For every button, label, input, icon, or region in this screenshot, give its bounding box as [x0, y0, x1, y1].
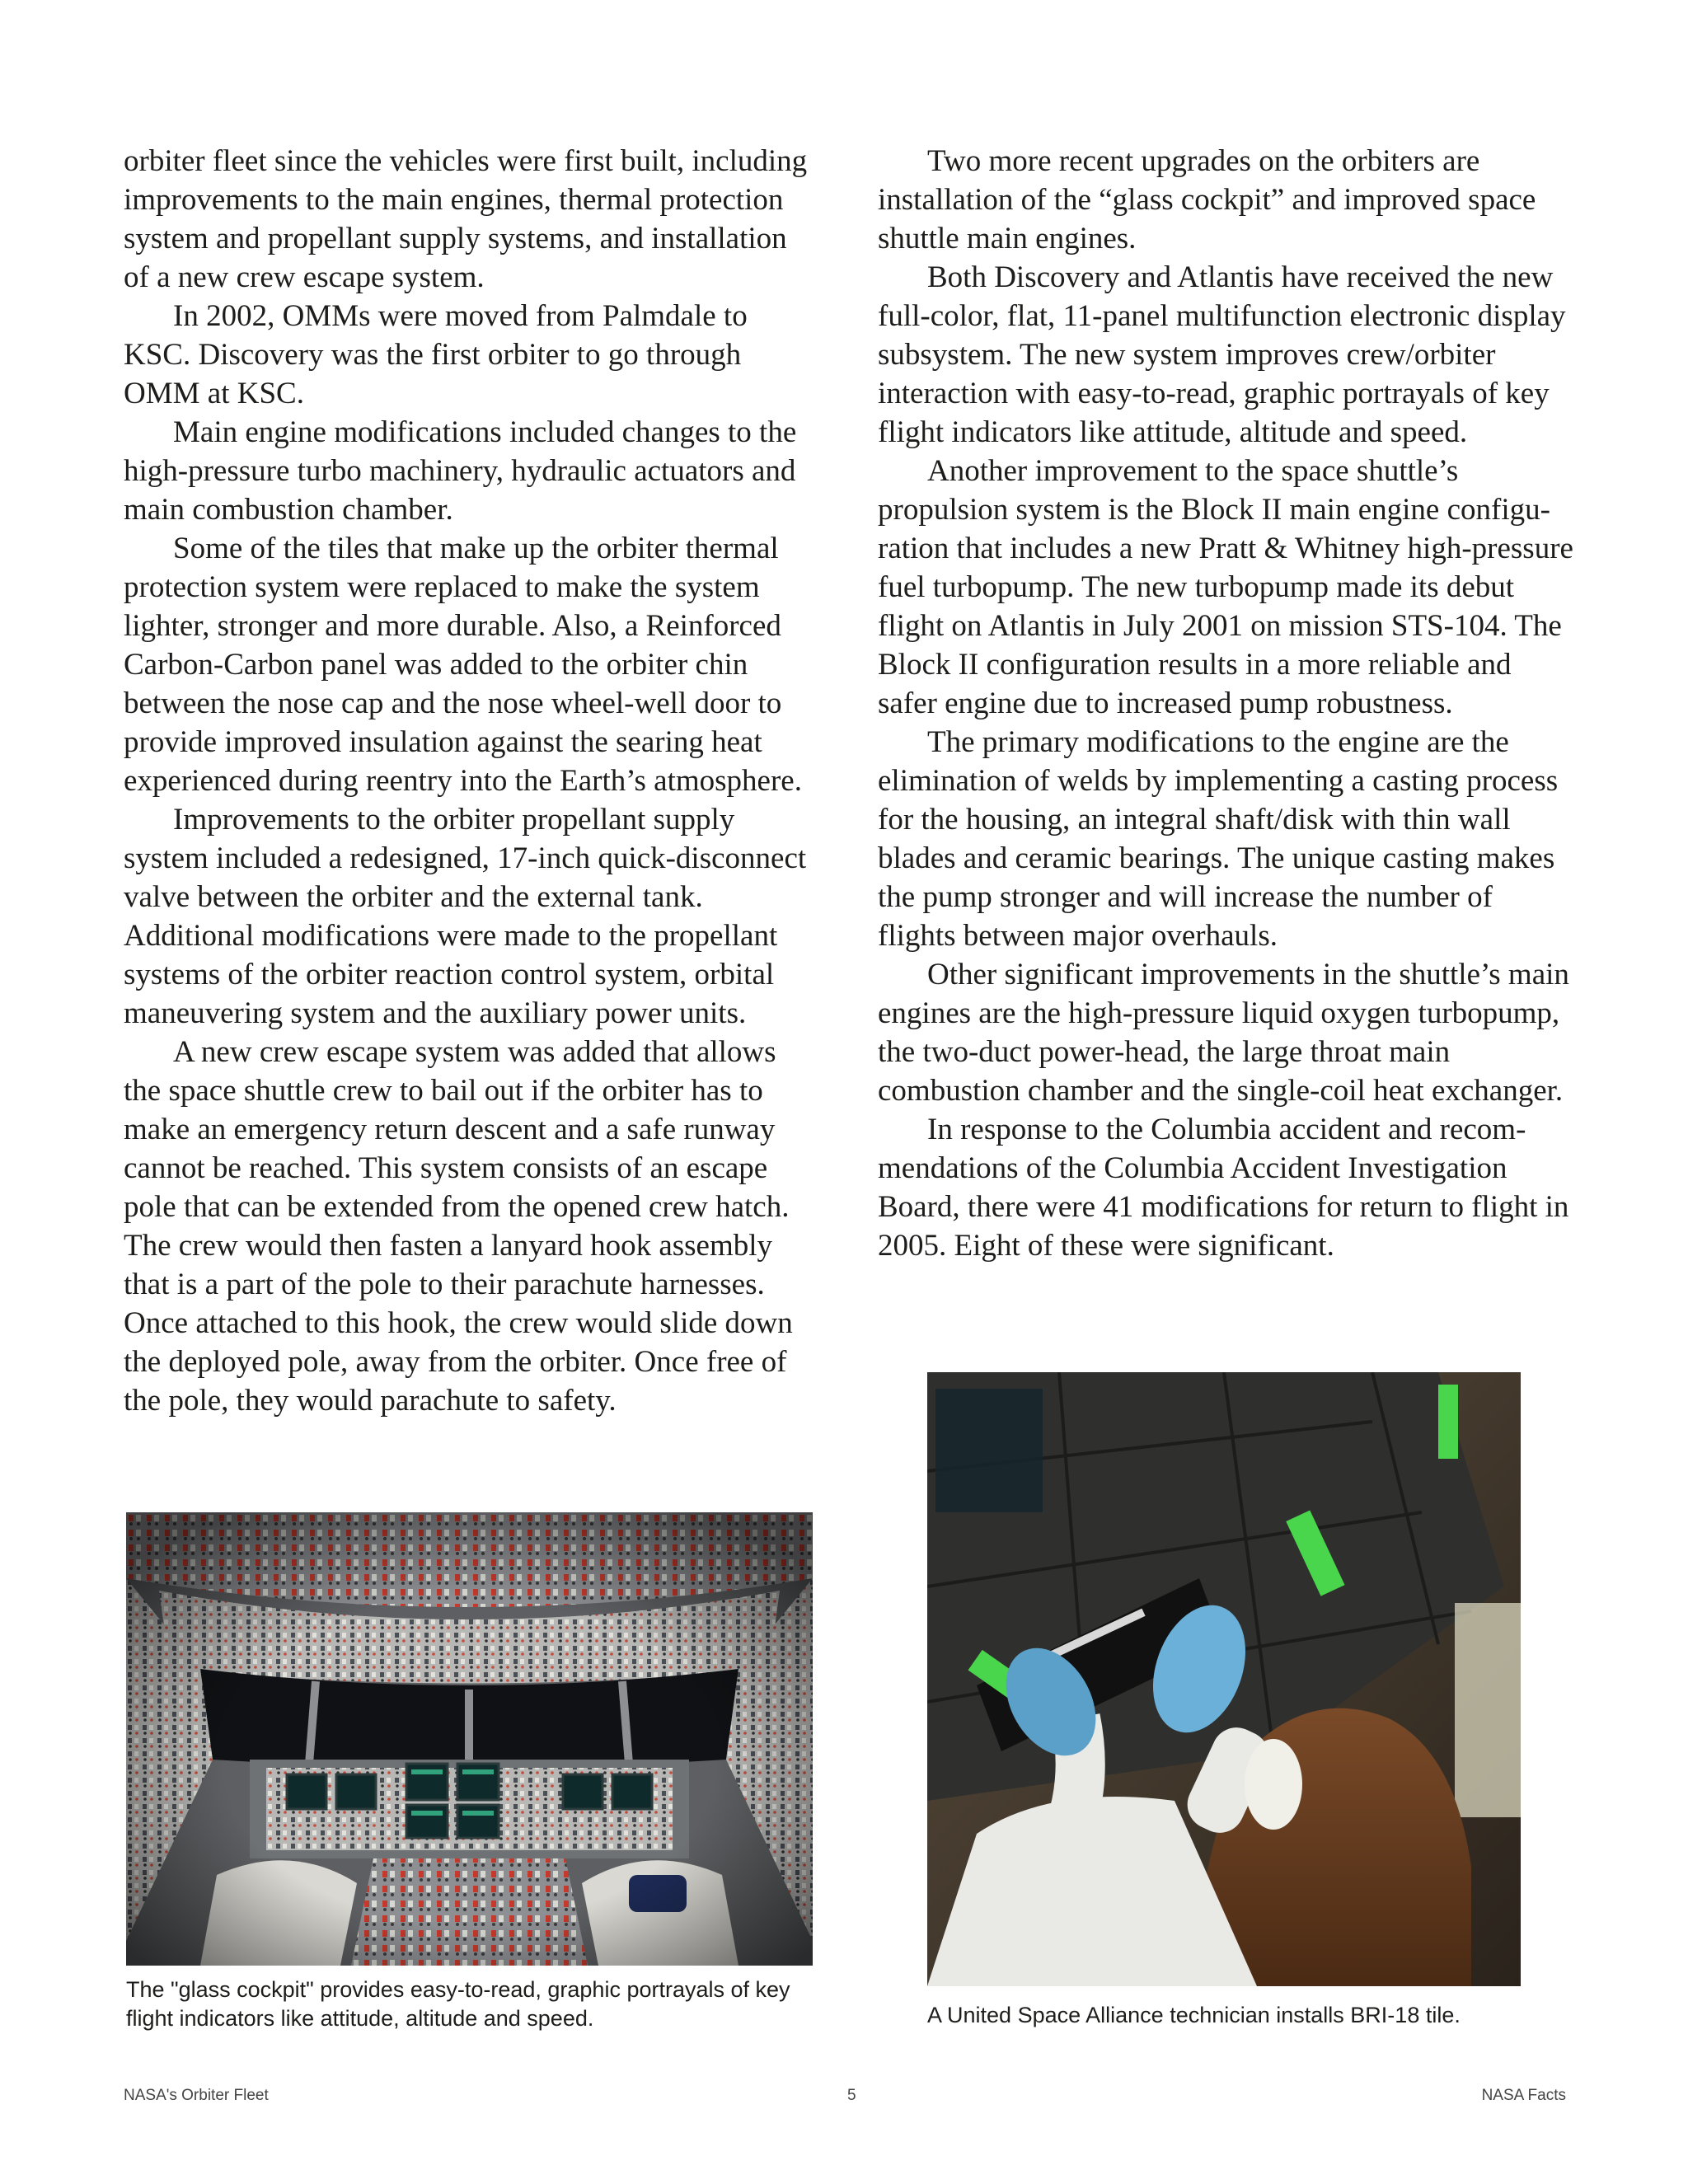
- footer-publication-title: NASA's Orbiter Fleet: [124, 2087, 269, 2104]
- paragraph: Main engine modifications included changes to the high-pressure turbo machinery, hydraulic actuators and main combustion chamber.: [124, 415, 797, 527]
- paragraph: Two more recent upgrades on the orbiters are installation of the “glass cockpit” and improved space shuttle main engines.: [878, 144, 1536, 255]
- right-text-column: [878, 142, 1574, 1265]
- paragraph: Other significant improvements in the shuttle’s main engines are the high-pressure liquid oxygen turbopump, the two-duct power-head, the large throat main combustion chamber and the single-coil heat exchanger.: [878, 958, 1569, 1108]
- paragraph: orbiter fleet since the vehicles were first built, including improvements to the main engines, thermal protection system and propellant supply systems, and installation of a new crew escape system.: [124, 144, 808, 294]
- paragraph: Another improvement to the space shuttle’s propulsion system is the Block II main engine configuration that includes a new Pratt & Whitney high-pressure fuel turbopump. The new turbopump made its debut flight on Atlantis in July 2001 on mission STS-104. The Block II configuration results in a more reliable and safer engine due to increased pump robustness.: [878, 454, 1573, 720]
- cockpit-photo-caption: The "glass cockpit" provides easy-to-read, graphic portrayals of key flight indicators like attitude, altitude and speed.: [126, 1977, 790, 2031]
- technician-photo-caption: A United Space Alliance technician installs BRI-18 tile.: [927, 2003, 1461, 2027]
- glass-cockpit-photo: [126, 1512, 813, 1966]
- paragraph: Both Discovery and Atlantis have received the new full-color, flat, 11-panel multifunction electronic display subsystem. The new system improves crew/orbiter interaction with easy-to-read, graphic portrayals of key flight indicators like attitude, altitude and speed.: [878, 260, 1566, 449]
- footer-page-number: 5: [847, 2087, 856, 2104]
- technician-tile-photo: [927, 1372, 1521, 1986]
- paragraph: The primary modifications to the engine are the elimination of welds by implementing a casting process for the housing, an integral shaft/disk with thin wall blades and ceramic bearings. The unique casting makes the pump stronger and will increase the number of flights between major overhauls.: [878, 725, 1559, 953]
- paragraph: Some of the tiles that make up the orbiter thermal protection system were replaced to make the system lighter, stronger and more durable. Also, a Reinforced Carbon-Carbon panel was added to the orbiter chin between the nose cap and the nose wheel-well door to provide improved insulation against the searing heat experienced during reentry into the Earth’s atmosphere.: [124, 532, 802, 798]
- paragraph: In 2002, OMMs were moved from Palmdale to KSC. Discovery was the first orbiter to go through OMM at KSC.: [124, 299, 748, 410]
- paragraph: Improvements to the orbiter propellant supply system included a redesigned, 17-inch quick-disconnect valve between the orbiter and the external tank. Additional modifications were made to the propellant systems of the orbiter reaction control system, orbital maneuvering system and the auxiliary power units.: [124, 803, 807, 1030]
- left-text-column: [124, 142, 816, 1420]
- paragraph: A new crew escape system was added that allows the space shuttle crew to bail out if the orbiter has to make an emergency return descent and a safe runway cannot be reached. This system consists of an escape pole that can be extended from the opened crew hatch. The crew would then fasten a lanyard hook assembly that is a part of the pole to their parachute harnesses. Once attached to this hook, the crew would slide down the deployed pole, away from the orbiter. Once free of the pole, they would parachute to safety.: [124, 1035, 793, 1418]
- footer-series-name: NASA Facts: [1481, 2087, 1566, 2104]
- paragraph: In response to the Columbia accident and recommendations of the Columbia Accident Investigation Board, there were 41 modifications for return to flight in 2005. Eight of these were significant.: [878, 1113, 1569, 1263]
